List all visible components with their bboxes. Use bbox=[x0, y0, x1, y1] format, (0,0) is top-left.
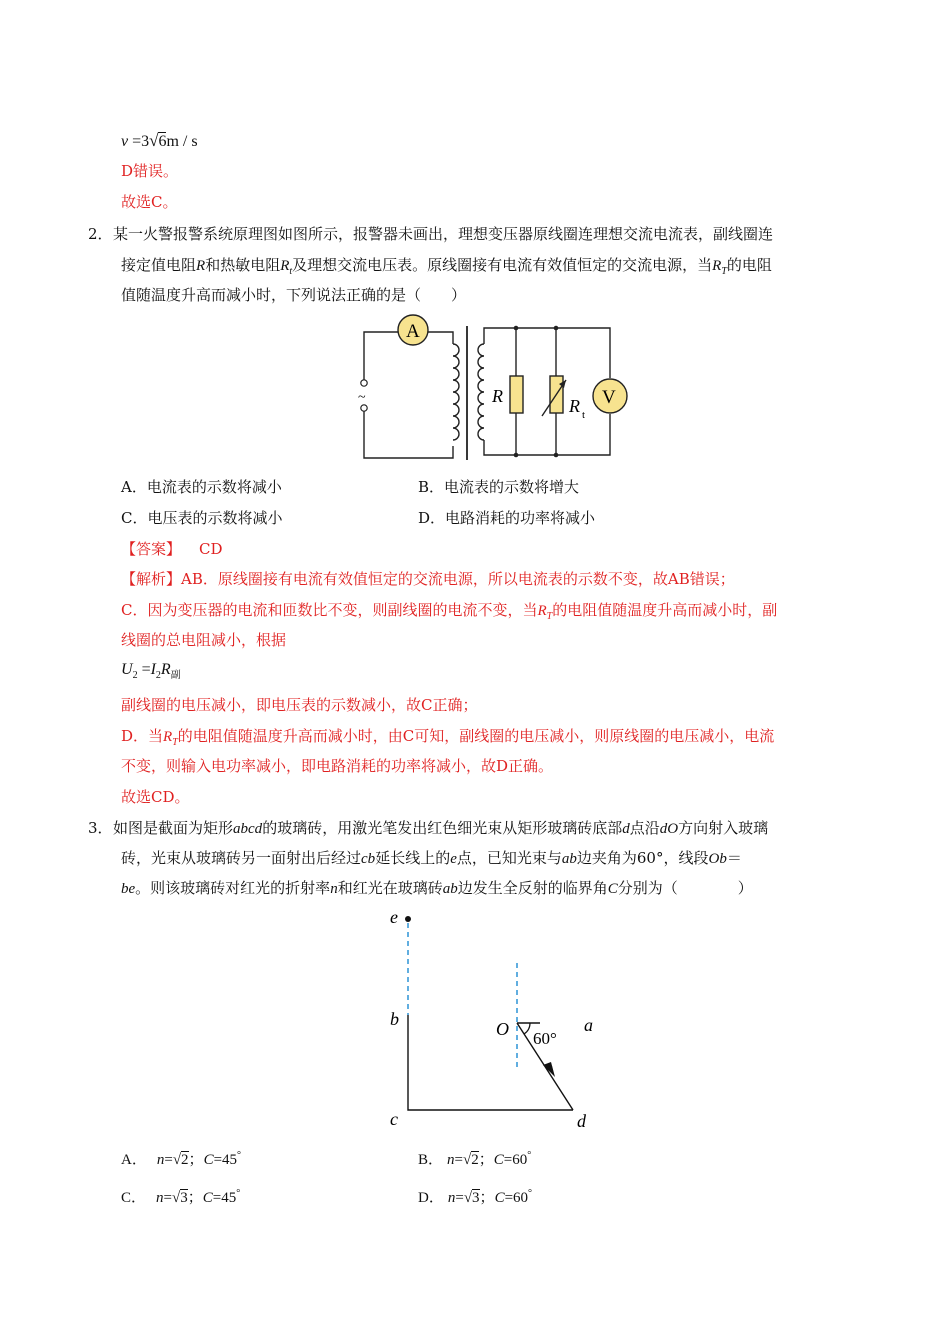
q2-voltage-formula: $U_2 =I_2R_副$ bbox=[121, 661, 181, 682]
secondary-coil bbox=[478, 344, 484, 440]
primary-wire-top-left bbox=[364, 332, 398, 380]
q3-line1: 如图是截面为矩形abcd的玻璃砖，用激光笔发出红色细光束从矩形玻璃砖底部d点沿dO方向射入玻璃 bbox=[113, 819, 769, 837]
secondary-wire-top bbox=[484, 328, 610, 378]
q2-option-c[interactable]: C．电压表的示数将减小 bbox=[121, 509, 283, 527]
q2-number: 2． bbox=[88, 225, 113, 243]
q2-analysis-2: C．因为变压器的电流和匝数比不变，则副线圈的电流不变，当$R_T$的电阻值随温度升高而减小时，副 bbox=[121, 601, 778, 622]
q2-option-b[interactable]: B．电流表的示数将增大 bbox=[418, 478, 580, 496]
voltmeter-label: V bbox=[602, 387, 616, 408]
junction-dot bbox=[554, 326, 559, 331]
q2-answer: 【答案】 CD bbox=[121, 540, 223, 558]
velocity-formula: v =3√6m / s bbox=[121, 131, 198, 150]
source-terminal bbox=[361, 380, 367, 386]
q2-analysis-1: 【解析】AB．原线圈接有电流有效值恒定的交流电源，所以电流表的示数不变，故AB错误； bbox=[121, 570, 735, 588]
q2-analysis-6: 不变，则输入电功率减小，即电路消耗的功率将减小，故D正确。 bbox=[121, 757, 554, 775]
q2-analysis-3: 线圈的总电阻减小，根据 bbox=[121, 631, 287, 649]
resistor-r-label: R bbox=[492, 386, 503, 406]
q2-line1: 某一火警报警系统原理图如图所示，报警器未画出，理想变压器原线圈连理想交流电流表，副线圈连 bbox=[113, 225, 774, 243]
transformer-circuit-diagram bbox=[350, 310, 650, 470]
q2-analysis-4: 副线圈的电压减小，即电压表的示数减小，故C正确； bbox=[121, 696, 478, 714]
primary-wire-bottom bbox=[364, 410, 453, 458]
primary-wire-top-right bbox=[428, 332, 453, 344]
thermistor-label: R bbox=[569, 396, 580, 416]
point-e bbox=[405, 916, 411, 922]
angle-60-label: 60° bbox=[533, 1029, 557, 1048]
junction-dot bbox=[514, 326, 519, 331]
q3-option-d[interactable]: D． n=√3；C=60° bbox=[418, 1188, 533, 1206]
secondary-wire-bottom bbox=[484, 414, 610, 455]
q2-line3: 值随温度升高而减小时，下列说法正确的是（ ） bbox=[121, 286, 467, 304]
q3-option-a[interactable]: A． n=√2；C=45° bbox=[121, 1150, 242, 1168]
label-a: a bbox=[584, 1015, 593, 1035]
label-b: b bbox=[390, 1009, 399, 1029]
ammeter-label: A bbox=[406, 321, 420, 342]
q3-line2: 砖，光束从玻璃砖另一面射出后经过cb延长线上的e点，已知光束与ab边夹角为60°，线段Ob＝ bbox=[121, 849, 742, 867]
primary-coil bbox=[453, 344, 459, 440]
q3-option-b[interactable]: B． n=√2；C=60° bbox=[418, 1150, 532, 1168]
q3-line3: be。则该玻璃砖对红光的折射率n和红光在玻璃砖ab边发生全反射的临界角C分别为（ ） bbox=[121, 879, 753, 897]
label-c: c bbox=[390, 1109, 398, 1129]
q2-choose-text: 故选CD。 bbox=[121, 788, 190, 806]
label-d: d bbox=[577, 1111, 586, 1131]
label-o: O bbox=[496, 1019, 509, 1039]
source-terminal bbox=[361, 405, 367, 411]
q3-number: 3． bbox=[88, 819, 113, 837]
q2-option-a[interactable]: A．电流表的示数将减小 bbox=[121, 478, 282, 496]
glass-brick-diagram bbox=[380, 905, 610, 1135]
prev-choose-text: 故选C。 bbox=[121, 193, 178, 211]
ac-source-symbol: ~ bbox=[358, 390, 366, 405]
junction-dot bbox=[554, 453, 559, 458]
junction-dot bbox=[514, 453, 519, 458]
light-ray-arrow-head bbox=[543, 1062, 555, 1077]
q2-option-d[interactable]: D．电路消耗的功率将减小 bbox=[418, 509, 596, 527]
thermistor-subscript: t bbox=[582, 409, 586, 421]
d-wrong-text: D错误。 bbox=[121, 162, 179, 180]
label-e: e bbox=[390, 907, 398, 927]
q3-option-c[interactable]: C． n=√3；C=45° bbox=[121, 1188, 241, 1206]
q2-line2: 接定值电阻R和热敏电阻$R_t$及理想交流电压表。原线圈接有电流有效值恒定的交流电源，当$R_T$的电阻 bbox=[121, 256, 772, 277]
angle-arc bbox=[524, 1023, 530, 1034]
q2-analysis-5: D．当$R_T$的电阻值随温度升高而减小时，由C可知，副线圈的电压减小，则原线圈的电压减小，电流 bbox=[121, 727, 775, 748]
resistor-r bbox=[510, 376, 523, 413]
